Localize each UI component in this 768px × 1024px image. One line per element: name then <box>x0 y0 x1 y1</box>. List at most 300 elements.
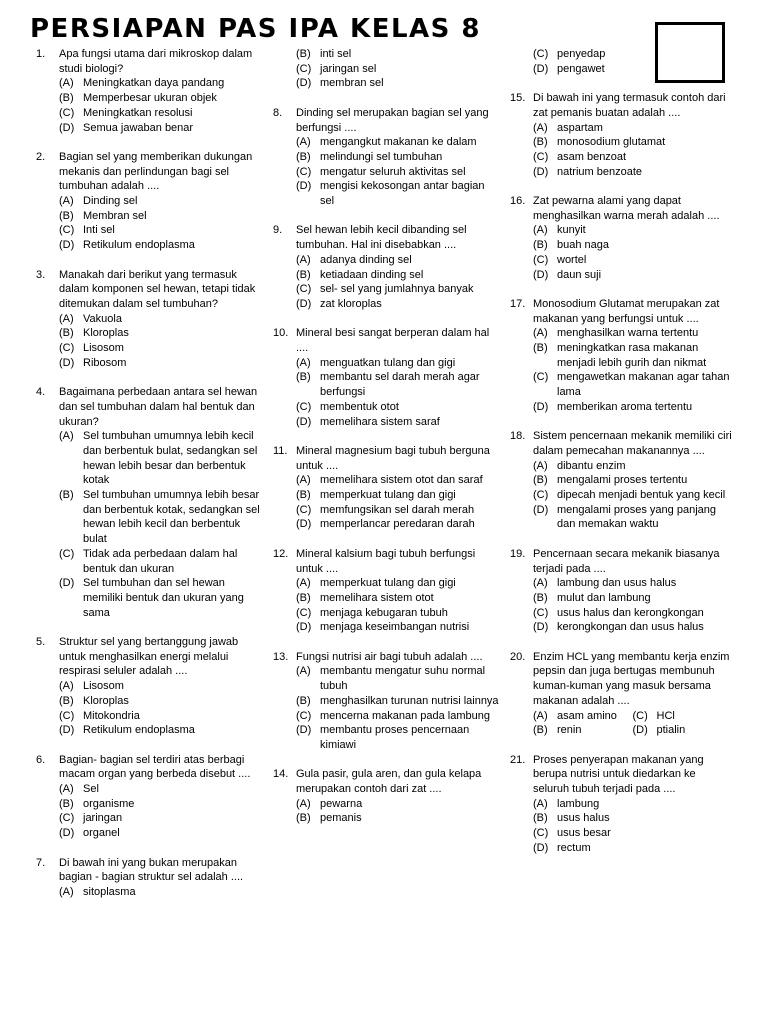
option-list <box>296 253 501 312</box>
option-label: (D) <box>59 827 75 840</box>
option-text: aspartam <box>557 121 603 134</box>
option-text: memperkuat tulang dan gigi <box>320 489 456 502</box>
option-label: (D) <box>533 841 549 854</box>
answer-option <box>533 135 732 150</box>
option-text: penyedap <box>557 48 606 60</box>
question-body <box>296 547 501 635</box>
answer-option <box>59 709 264 724</box>
option-label: (C) <box>59 812 75 825</box>
option-text: Meningkatkan resolusi <box>83 106 193 119</box>
answer-option <box>296 370 501 399</box>
option-list <box>533 223 732 282</box>
option-label: (D) <box>296 180 312 193</box>
answer-option <box>533 709 633 724</box>
question-item <box>273 547 501 635</box>
question-item <box>36 635 264 738</box>
option-text: menjaga kebugaran tubuh <box>320 606 448 619</box>
option-label: (D) <box>296 297 312 310</box>
option-text: pewarna <box>320 797 363 810</box>
option-label: (D) <box>296 77 312 90</box>
option-text: pemanis <box>320 812 362 825</box>
answer-option <box>296 47 501 62</box>
option-text: wortel <box>557 253 587 266</box>
option-label: (D) <box>296 621 312 634</box>
answer-option <box>296 473 501 488</box>
answer-option <box>533 841 732 856</box>
option-text: Lisosom <box>83 342 124 355</box>
option-label: (A) <box>296 356 311 369</box>
option-list <box>59 782 264 841</box>
question-item <box>510 650 732 738</box>
option-text: membantu proses pencernaan kimiawi <box>320 724 470 751</box>
answer-option <box>533 459 732 474</box>
option-text: buah naga <box>557 239 609 252</box>
question-text: Enzim HCL yang membantu kerja enzim pepsin dan juga bertugas membunuh kuman-kuman yang masuk bersama makanan adalah .... <box>533 650 730 707</box>
question-body <box>59 635 264 738</box>
option-label: (C) <box>59 709 75 722</box>
option-label: (D) <box>59 121 75 134</box>
question-body <box>296 650 501 753</box>
question-text: Di bawah ini yang termasuk contoh dari zat pemanis buatan adalah .... <box>533 92 726 119</box>
option-label: (C) <box>296 709 312 722</box>
option-label: (A) <box>296 665 311 678</box>
option-label: (C) <box>533 606 549 619</box>
answer-option <box>59 209 264 224</box>
option-text: jaringan sel <box>320 62 377 75</box>
option-list <box>533 797 732 856</box>
question-number <box>273 47 296 91</box>
option-text: ketiadaan dinding sel <box>320 268 424 281</box>
answer-option <box>533 253 732 268</box>
answer-option <box>59 341 264 356</box>
option-text: Membran sel <box>83 209 147 222</box>
answer-option <box>296 165 501 180</box>
column-3 <box>510 47 732 856</box>
question-number: 16. <box>510 195 526 207</box>
answer-option <box>533 341 732 370</box>
option-text: mengalami proses yang panjang dan memakan waktu <box>557 503 716 531</box>
option-label: (C) <box>533 827 549 840</box>
answer-option <box>533 797 732 812</box>
question-item <box>510 47 732 76</box>
answer-option <box>296 694 501 709</box>
answer-option <box>59 826 264 841</box>
answer-option <box>533 606 732 621</box>
question-text: Apa fungsi utama dari mikroskop dalam studi biologi? <box>59 48 253 75</box>
option-text: kerongkongan dan usus halus <box>557 621 704 634</box>
option-label: (B) <box>533 239 548 252</box>
option-text: mengangkut makanan ke dalam <box>320 136 477 149</box>
question-body <box>59 268 264 371</box>
option-text: membentuk otot <box>320 400 399 413</box>
answer-option <box>59 885 264 900</box>
option-label: (D) <box>533 268 549 281</box>
question-body <box>296 47 501 91</box>
option-label: (C) <box>533 489 549 502</box>
option-text: HCl <box>656 709 675 722</box>
option-text: mengawetkan makanan agar tahan lama <box>557 371 730 399</box>
option-text: usus besar <box>557 827 611 840</box>
option-text: mulut dan lambung <box>557 591 651 604</box>
option-label: (B) <box>533 474 548 487</box>
option-list <box>59 679 264 738</box>
answer-option <box>59 576 264 620</box>
option-text: memelihara sistem otot dan saraf <box>320 474 483 487</box>
question-body <box>59 385 264 620</box>
option-label: (A) <box>59 195 74 208</box>
question-item <box>36 268 264 371</box>
option-label: (A) <box>59 885 74 898</box>
answer-option <box>296 135 501 150</box>
option-list <box>533 121 732 180</box>
answer-option <box>296 517 501 532</box>
option-label: (C) <box>296 283 312 296</box>
option-text: zat kloroplas <box>320 297 382 310</box>
answer-option <box>59 312 264 327</box>
option-text: kunyit <box>557 224 586 237</box>
option-list <box>296 356 501 430</box>
option-label: (C) <box>296 606 312 619</box>
option-text: mengisi kekosongan antar bagian sel <box>320 180 485 208</box>
answer-option <box>533 811 732 826</box>
option-list <box>296 797 501 826</box>
option-text: sitoplasma <box>83 885 136 898</box>
option-text: monosodium glutamat <box>557 136 666 149</box>
option-text: mengatur seluruh aktivitas sel <box>320 165 466 178</box>
answer-option <box>533 723 633 738</box>
option-label: (D) <box>632 724 648 737</box>
option-label: (B) <box>296 371 311 384</box>
option-text: Inti sel <box>83 224 115 237</box>
answer-option <box>533 223 732 238</box>
option-text: asam benzoat <box>557 150 627 163</box>
question-number: 10. <box>273 327 289 340</box>
question-number: 19. <box>510 547 526 560</box>
question-item <box>36 753 264 841</box>
answer-option <box>296 606 501 621</box>
option-text: membran sel <box>320 77 384 90</box>
option-text: Ribosom <box>83 356 127 369</box>
question-text: Proses penyerapan makanan yang berupa nutrisi untuk diedarkan ke seluruh tubuh terjadi pada .... <box>533 753 704 796</box>
question-item <box>510 297 732 415</box>
question-body <box>533 91 732 179</box>
question-text: Pencernaan secara mekanik biasanya terjadi pada .... <box>533 547 720 575</box>
option-text: Sel tumbuhan dan sel hewan memiliki bentuk dan ukuran yang sama <box>83 577 244 619</box>
option-label: (B) <box>296 268 311 281</box>
answer-option <box>533 370 732 399</box>
question-item <box>36 385 264 620</box>
question-text: Monosodium Glutamat merupakan zat makanan yang berfungsi untuk .... <box>533 297 720 325</box>
question-text: Struktur sel yang bertanggung jawab untuk menghasilkan energi melalui respirasi seluler adalah .... <box>59 636 239 678</box>
option-label: (C) <box>296 62 312 75</box>
answer-option <box>296 282 501 297</box>
answer-option <box>296 76 501 91</box>
option-label: (B) <box>296 694 311 707</box>
question-item <box>510 91 732 179</box>
option-text: membantu mengatur suhu normal tubuh <box>320 665 486 693</box>
option-label: (A) <box>533 224 548 237</box>
answer-option <box>59 488 264 547</box>
question-body <box>533 47 732 76</box>
answer-option <box>633 723 733 738</box>
option-label: (A) <box>59 312 74 325</box>
option-text: membantu sel darah merah agar berfungsi <box>320 371 480 399</box>
question-number <box>510 47 533 76</box>
option-text: memperlancar peredaran darah <box>320 518 475 531</box>
option-text: Dinding sel <box>83 195 138 208</box>
option-text: memfungsikan sel darah merah <box>320 503 475 516</box>
answer-option <box>296 576 501 591</box>
option-label: (D) <box>533 400 549 413</box>
question-number: 14. <box>273 768 289 781</box>
question-text: Bagian sel yang memberikan dukungan mekanis dan perlindungan bagi sel tumbuhan adalah .... <box>59 150 253 193</box>
option-label: (B) <box>59 92 74 105</box>
question-text: Mineral kalsium bagi tubuh berfungsi untuk .... <box>296 547 476 575</box>
question-body <box>296 444 501 532</box>
answer-option <box>59 429 264 488</box>
option-text: memberikan aroma tertentu <box>557 400 693 413</box>
option-text: mengalami proses tertentu <box>557 474 688 487</box>
question-item <box>510 753 732 856</box>
option-text: Sel tumbuhan umumnya lebih besar dan berbentuk kotak, sedangkan sel hewan lebih kecil dan berbentuk bulat <box>83 489 260 546</box>
option-text: pengawet <box>557 62 605 75</box>
question-number: 20. <box>510 650 526 663</box>
option-label: (C) <box>296 503 312 516</box>
option-label: (D) <box>296 724 312 737</box>
answer-option <box>59 694 264 709</box>
option-label: (A) <box>296 797 311 810</box>
option-label: (B) <box>533 136 548 149</box>
option-list <box>59 312 264 371</box>
option-label: (D) <box>59 724 75 737</box>
answer-option <box>533 62 732 77</box>
answer-option <box>296 415 501 430</box>
option-text: menjaga keseimbangan nutrisi <box>320 621 470 634</box>
option-text: Kloroplas <box>83 694 129 707</box>
option-list <box>533 326 732 414</box>
option-text: menghasilkan warna tertentu <box>557 327 699 340</box>
answer-option <box>296 356 501 371</box>
answer-option <box>296 591 501 606</box>
question-number: 17. <box>510 297 526 310</box>
question-item <box>273 223 501 311</box>
answer-option <box>59 679 264 694</box>
option-label: (D) <box>533 503 549 516</box>
option-label: (A) <box>533 709 548 722</box>
option-text: Sel tumbuhan umumnya lebih kecil dan berbentuk bulat, sedangkan sel hewan lebih besar dan berbentuk kotak <box>83 430 258 487</box>
question-body <box>59 753 264 841</box>
option-label: (C) <box>296 165 312 178</box>
column-1 <box>36 47 264 900</box>
answer-option <box>59 91 264 106</box>
answer-option <box>533 488 732 503</box>
question-number: 8. <box>273 106 283 119</box>
option-list <box>59 429 264 620</box>
option-text: dibantu enzim <box>557 459 626 472</box>
option-text: jaringan <box>83 812 123 825</box>
answer-option <box>533 576 732 591</box>
option-text: Mitokondria <box>83 709 140 722</box>
answer-option <box>296 150 501 165</box>
question-number: 4. <box>36 386 46 399</box>
option-text: usus halus dan kerongkongan <box>557 606 704 619</box>
question-text: Di bawah ini yang bukan merupakan bagian - bagian struktur sel adalah .... <box>59 856 244 884</box>
option-label: (B) <box>533 342 548 355</box>
option-label: (A) <box>533 797 548 810</box>
option-text: Kloroplas <box>83 327 129 340</box>
option-list <box>533 47 732 76</box>
option-list <box>296 47 501 91</box>
question-number: 15. <box>510 92 526 105</box>
option-text: organisme <box>83 797 135 810</box>
answer-option <box>59 547 264 576</box>
answer-option <box>59 723 264 738</box>
option-text: Lisosom <box>83 680 124 693</box>
option-label: (C) <box>296 400 312 413</box>
question-item <box>273 326 501 429</box>
answer-option <box>633 709 733 724</box>
answer-option <box>533 400 732 415</box>
answer-option <box>296 811 501 826</box>
answer-option <box>533 503 732 532</box>
question-number: 9. <box>273 224 283 237</box>
question-number: 2. <box>36 150 46 163</box>
option-label: (B) <box>59 209 74 222</box>
option-text: menghasilkan turunan nutrisi lainnya <box>320 694 499 707</box>
option-text: usus halus <box>557 812 610 825</box>
question-body <box>533 753 732 856</box>
page-title: PERSIAPAN PAS IPA KELAS 8 <box>30 14 482 44</box>
option-label: (D) <box>59 356 75 369</box>
answer-option <box>59 223 264 238</box>
option-label: (A) <box>59 430 74 443</box>
question-text: Mineral besi sangat berperan dalam hal .... <box>296 327 490 355</box>
column-2 <box>273 47 501 826</box>
question-item <box>510 547 732 635</box>
question-text: Bagian- bagian sel terdiri atas berbagi macam organ yang berbeda disebut .... <box>59 753 251 781</box>
option-label: (A) <box>59 77 74 90</box>
question-item <box>36 150 264 253</box>
answer-option <box>533 47 732 62</box>
option-label: (A) <box>296 474 311 487</box>
question-item <box>273 767 501 826</box>
answer-option <box>296 664 501 693</box>
option-text: renin <box>557 724 582 737</box>
answer-option <box>296 253 501 268</box>
question-number: 12. <box>273 547 289 560</box>
question-text: Bagaimana perbedaan antara sel hewan dan sel tumbuhan dalam hal bentuk dan ukuran? <box>59 386 258 428</box>
option-text: ptialin <box>656 724 686 737</box>
option-label: (A) <box>296 253 311 266</box>
question-item <box>273 650 501 753</box>
option-label: (D) <box>59 577 75 590</box>
question-body <box>533 297 732 415</box>
option-list <box>296 576 501 635</box>
option-label: (B) <box>296 150 311 163</box>
option-text: dipecah menjadi bentuk yang kecil <box>557 489 726 502</box>
option-text: memperkuat tulang dan gigi <box>320 577 456 590</box>
option-label: (D) <box>296 415 312 428</box>
option-text: Meningkatkan daya pandang <box>83 77 225 90</box>
answer-option <box>59 238 264 253</box>
answer-option <box>533 620 732 635</box>
option-text: daun suji <box>557 268 602 281</box>
option-list <box>59 194 264 253</box>
answer-option <box>533 165 732 180</box>
option-label: (B) <box>59 489 74 502</box>
option-label: (D) <box>533 62 549 75</box>
option-text: inti sel <box>320 48 352 60</box>
option-list <box>533 459 732 533</box>
answer-option <box>533 473 732 488</box>
option-list <box>533 576 732 635</box>
option-text: Retikulum endoplasma <box>83 239 195 252</box>
answer-option <box>59 326 264 341</box>
option-label: (B) <box>296 812 311 825</box>
option-text: lambung <box>557 797 600 810</box>
option-label: (B) <box>533 591 548 604</box>
option-label: (B) <box>59 797 74 810</box>
question-number: 7. <box>36 856 46 869</box>
option-label: (B) <box>296 489 311 502</box>
question-number: 5. <box>36 636 46 649</box>
question-text: Manakah dari berikut yang termasuk dalam komponen sel hewan, tetapi tidak ditemukan dalam sel tumbuhan? <box>59 268 256 310</box>
option-label: (D) <box>296 518 312 531</box>
option-text: Semua jawaban benar <box>83 121 194 134</box>
question-number: 3. <box>36 268 46 281</box>
option-label: (C) <box>59 106 75 119</box>
option-text: natrium benzoate <box>557 165 642 178</box>
option-text: memelihara sistem otot <box>320 591 434 604</box>
option-label: (C) <box>533 150 549 163</box>
question-text: Mineral magnesium bagi tubuh berguna untuk .... <box>296 444 490 472</box>
option-list <box>296 135 501 209</box>
option-label: (C) <box>59 224 75 237</box>
answer-option <box>533 268 732 283</box>
option-text: Retikulum endoplasma <box>83 724 195 737</box>
option-list <box>59 76 264 135</box>
answer-option <box>296 62 501 77</box>
option-label: (D) <box>59 239 75 252</box>
option-label: (A) <box>533 327 548 340</box>
question-item <box>510 194 732 282</box>
answer-option <box>59 811 264 826</box>
option-label: (C) <box>533 48 549 60</box>
question-text: Fungsi nutrisi air bagi tubuh adalah .... <box>296 650 483 663</box>
option-label: (B) <box>296 48 311 60</box>
option-text: Memperbesar ukuran objek <box>83 92 217 105</box>
option-text: adanya dinding sel <box>320 253 412 266</box>
question-number: 21. <box>510 753 526 766</box>
option-label: (D) <box>533 165 549 178</box>
option-label: (D) <box>533 621 549 634</box>
question-item <box>273 106 501 209</box>
option-text: menguatkan tulang dan gigi <box>320 356 456 369</box>
answer-option <box>533 326 732 341</box>
option-label: (B) <box>533 724 548 737</box>
option-text: organel <box>83 827 120 840</box>
answer-option <box>59 356 264 371</box>
answer-option <box>59 106 264 121</box>
question-text: Gula pasir, gula aren, dan gula kelapa merupakan contoh dari zat .... <box>296 768 482 796</box>
question-text: Sel hewan lebih kecil dibanding sel tumbuhan. Hal ini disebabkan .... <box>296 224 467 252</box>
question-body <box>533 547 732 635</box>
answer-option <box>296 400 501 415</box>
question-body <box>59 47 264 135</box>
answer-option <box>59 76 264 91</box>
question-body <box>296 767 501 826</box>
option-text: melindungi sel tumbuhan <box>320 150 443 163</box>
